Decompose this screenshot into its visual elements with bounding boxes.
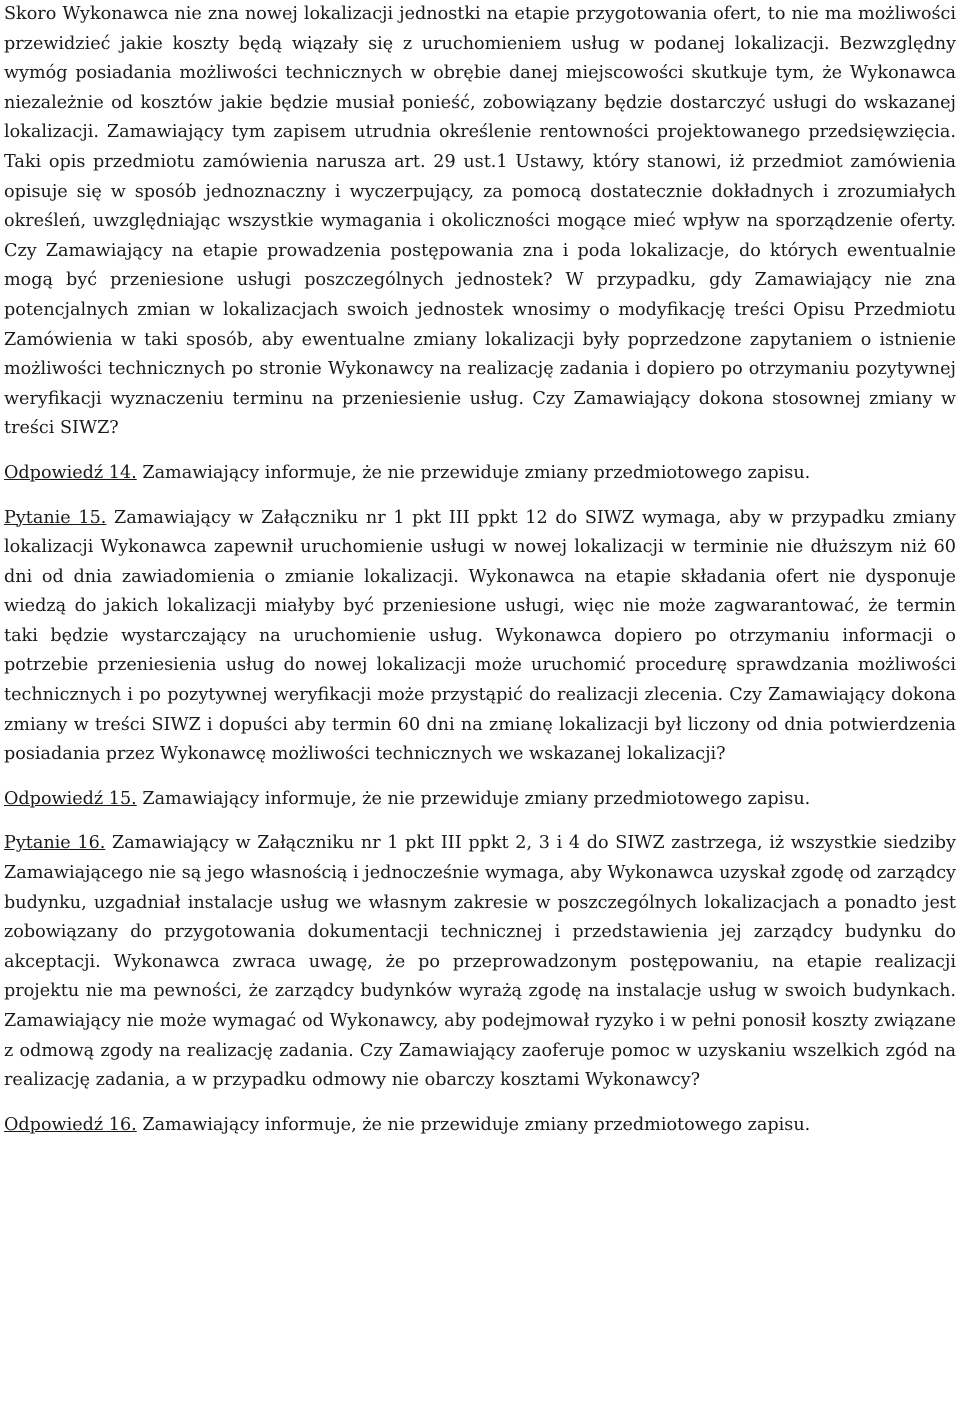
answer-14-paragraph: [4, 459, 956, 489]
question-15-paragraph: [4, 504, 956, 770]
answer-15-paragraph: [4, 785, 956, 815]
paragraph-text: Skoro Wykonawca nie zna nowej lokalizacji jednostki na etapie przygotowania ofert, to nie ma możliwości przewidzieć jakie koszty będą wiązały się z uruchomieniem usług w podanej lokalizacji. Bezwzględny wymóg posiadania możliwości technicznych w obrębie danej miejscowości skutkuje tym, że Wykonawca niezależnie od kosztów jakie będzie musiał ponieść, zobowiązany będzie dostarczyć usługi do wskazanej lokalizacji. Zamawiający tym zapisem utrudnia określenie rentowności projektowanego przedsięwzięcia. Taki opis przedmiotu zamówienia narusza art. 29 ust.1 Ustawy, który stanowi, iż przedmiot zamówienia opisuje się w sposób jednoznaczny i wyczerpujący, za pomocą dostatecznie dokładnych i zrozumiałych określeń, uwzględniając wszystkie wymagania i okoliczności mogące mieć wpływ na sporządzenie oferty. Czy Zamawiający na etapie prowadzenia postępowania zna i poda lokalizacje, do których ewentualnie mogą być przeniesione usługi poszczególnych jednostek? W przypadku, gdy Zamawiający nie zna potencjalnych zmian w lokalizacjach swoich jednostek wnosimy o modyfikację treści Opisu Przedmiotu Zamówienia w taki sposób, aby ewentualne zmiany lokalizacji były poprzedzone zapytaniem o istnienie możliwości technicznych po stronie Wykonawcy na realizację zadania i dopiero po otrzymaniu pozytywnej weryfikacji wyznaczeniu terminu na przeniesienie usług. Czy Zamawiający dokona stosownej zmiany w treści SIWZ?: [4, 4, 956, 439]
question-16-text: Zamawiający w Załączniku nr 1 pkt III ppkt 2, 3 i 4 do SIWZ zastrzega, iż wszystkie siedziby Zamawiającego nie są jego własnością i jednocześnie wymaga, aby Wykonawca uzyskał zgodę od zarządcy budynku, uzgadniał instalacje usług we własnym zakresie w poszczególnych lokalizacjach a ponadto jest zobowiązany do przygotowania dokumentacji technicznej i przedstawienia jej zarządcy budynku do akceptacji. Wykonawca zwraca uwagę, że po przeprowadzonym postępowaniu, na etapie realizacji projektu nie ma pewności, że zarządcy budynków wyrażą zgodę na instalacje usług w swoich budynkach. Zamawiający nie może wymagać od Wykonawcy, aby podejmował ryzyko i w pełni ponosił koszty związane z odmową zgody na realizację zadania. Czy Zamawiający zaoferuje pomoc w uzyskaniu wszelkich zgód na realizację zadania, a w przypadku odmowy nie obarczy kosztami Wykonawcy?: [4, 833, 956, 1091]
answer-15-heading: Odpowiedź 15.: [4, 788, 137, 809]
answer-16-heading: Odpowiedź 16.: [4, 1114, 137, 1135]
answer-16-paragraph: [4, 1111, 956, 1141]
answer-15-text: Zamawiający informuje, że nie przewiduje zmiany przedmiotowego zapisu.: [142, 788, 811, 809]
question-15-text: Zamawiający w Załączniku nr 1 pkt III ppkt 12 do SIWZ wymaga, aby w przypadku zmiany lokalizacji Wykonawca zapewnił uruchomienie usługi w nowej lokalizacji w terminie nie dłuższym niż 60 dni od dnia zawiadomienia o zmianie lokalizacji. Wykonawca na etapie składania ofert nie dysponuje wiedzą do jakich lokalizacji miałyby być przeniesione usługi, więc nie może zagwarantować, że termin taki będzie wystarczający na uruchomienie usług. Wykonawca dopiero po otrzymaniu informacji o potrzebie przeniesienia usług do nowej lokalizacji może uruchomić procedurę sprawdzania możliwości technicznych i po pozytywnej weryfikacji może przystąpić do realizacji zlecenia. Czy Zamawiający dokona zmiany w treści SIWZ i dopuści aby termin 60 dni na zmianę lokalizacji był liczony od dnia potwierdzenia posiadania przez Wykonawcę możliwości technicznych we wskazanej lokalizacji?: [4, 507, 956, 765]
question-16-paragraph: [4, 829, 956, 1095]
answer-16-text: Zamawiający informuje, że nie przewiduje zmiany przedmiotowego zapisu.: [142, 1114, 811, 1135]
intro-paragraph: [4, 0, 956, 444]
answer-14-text: Zamawiający informuje, że nie przewiduje zmiany przedmiotowego zapisu.: [142, 462, 811, 483]
question-16-heading: Pytanie 16.: [4, 833, 106, 854]
document-body: [4, 0, 956, 1140]
answer-14-heading: Odpowiedź 14.: [4, 462, 137, 483]
question-15-heading: Pytanie 15.: [4, 507, 107, 528]
